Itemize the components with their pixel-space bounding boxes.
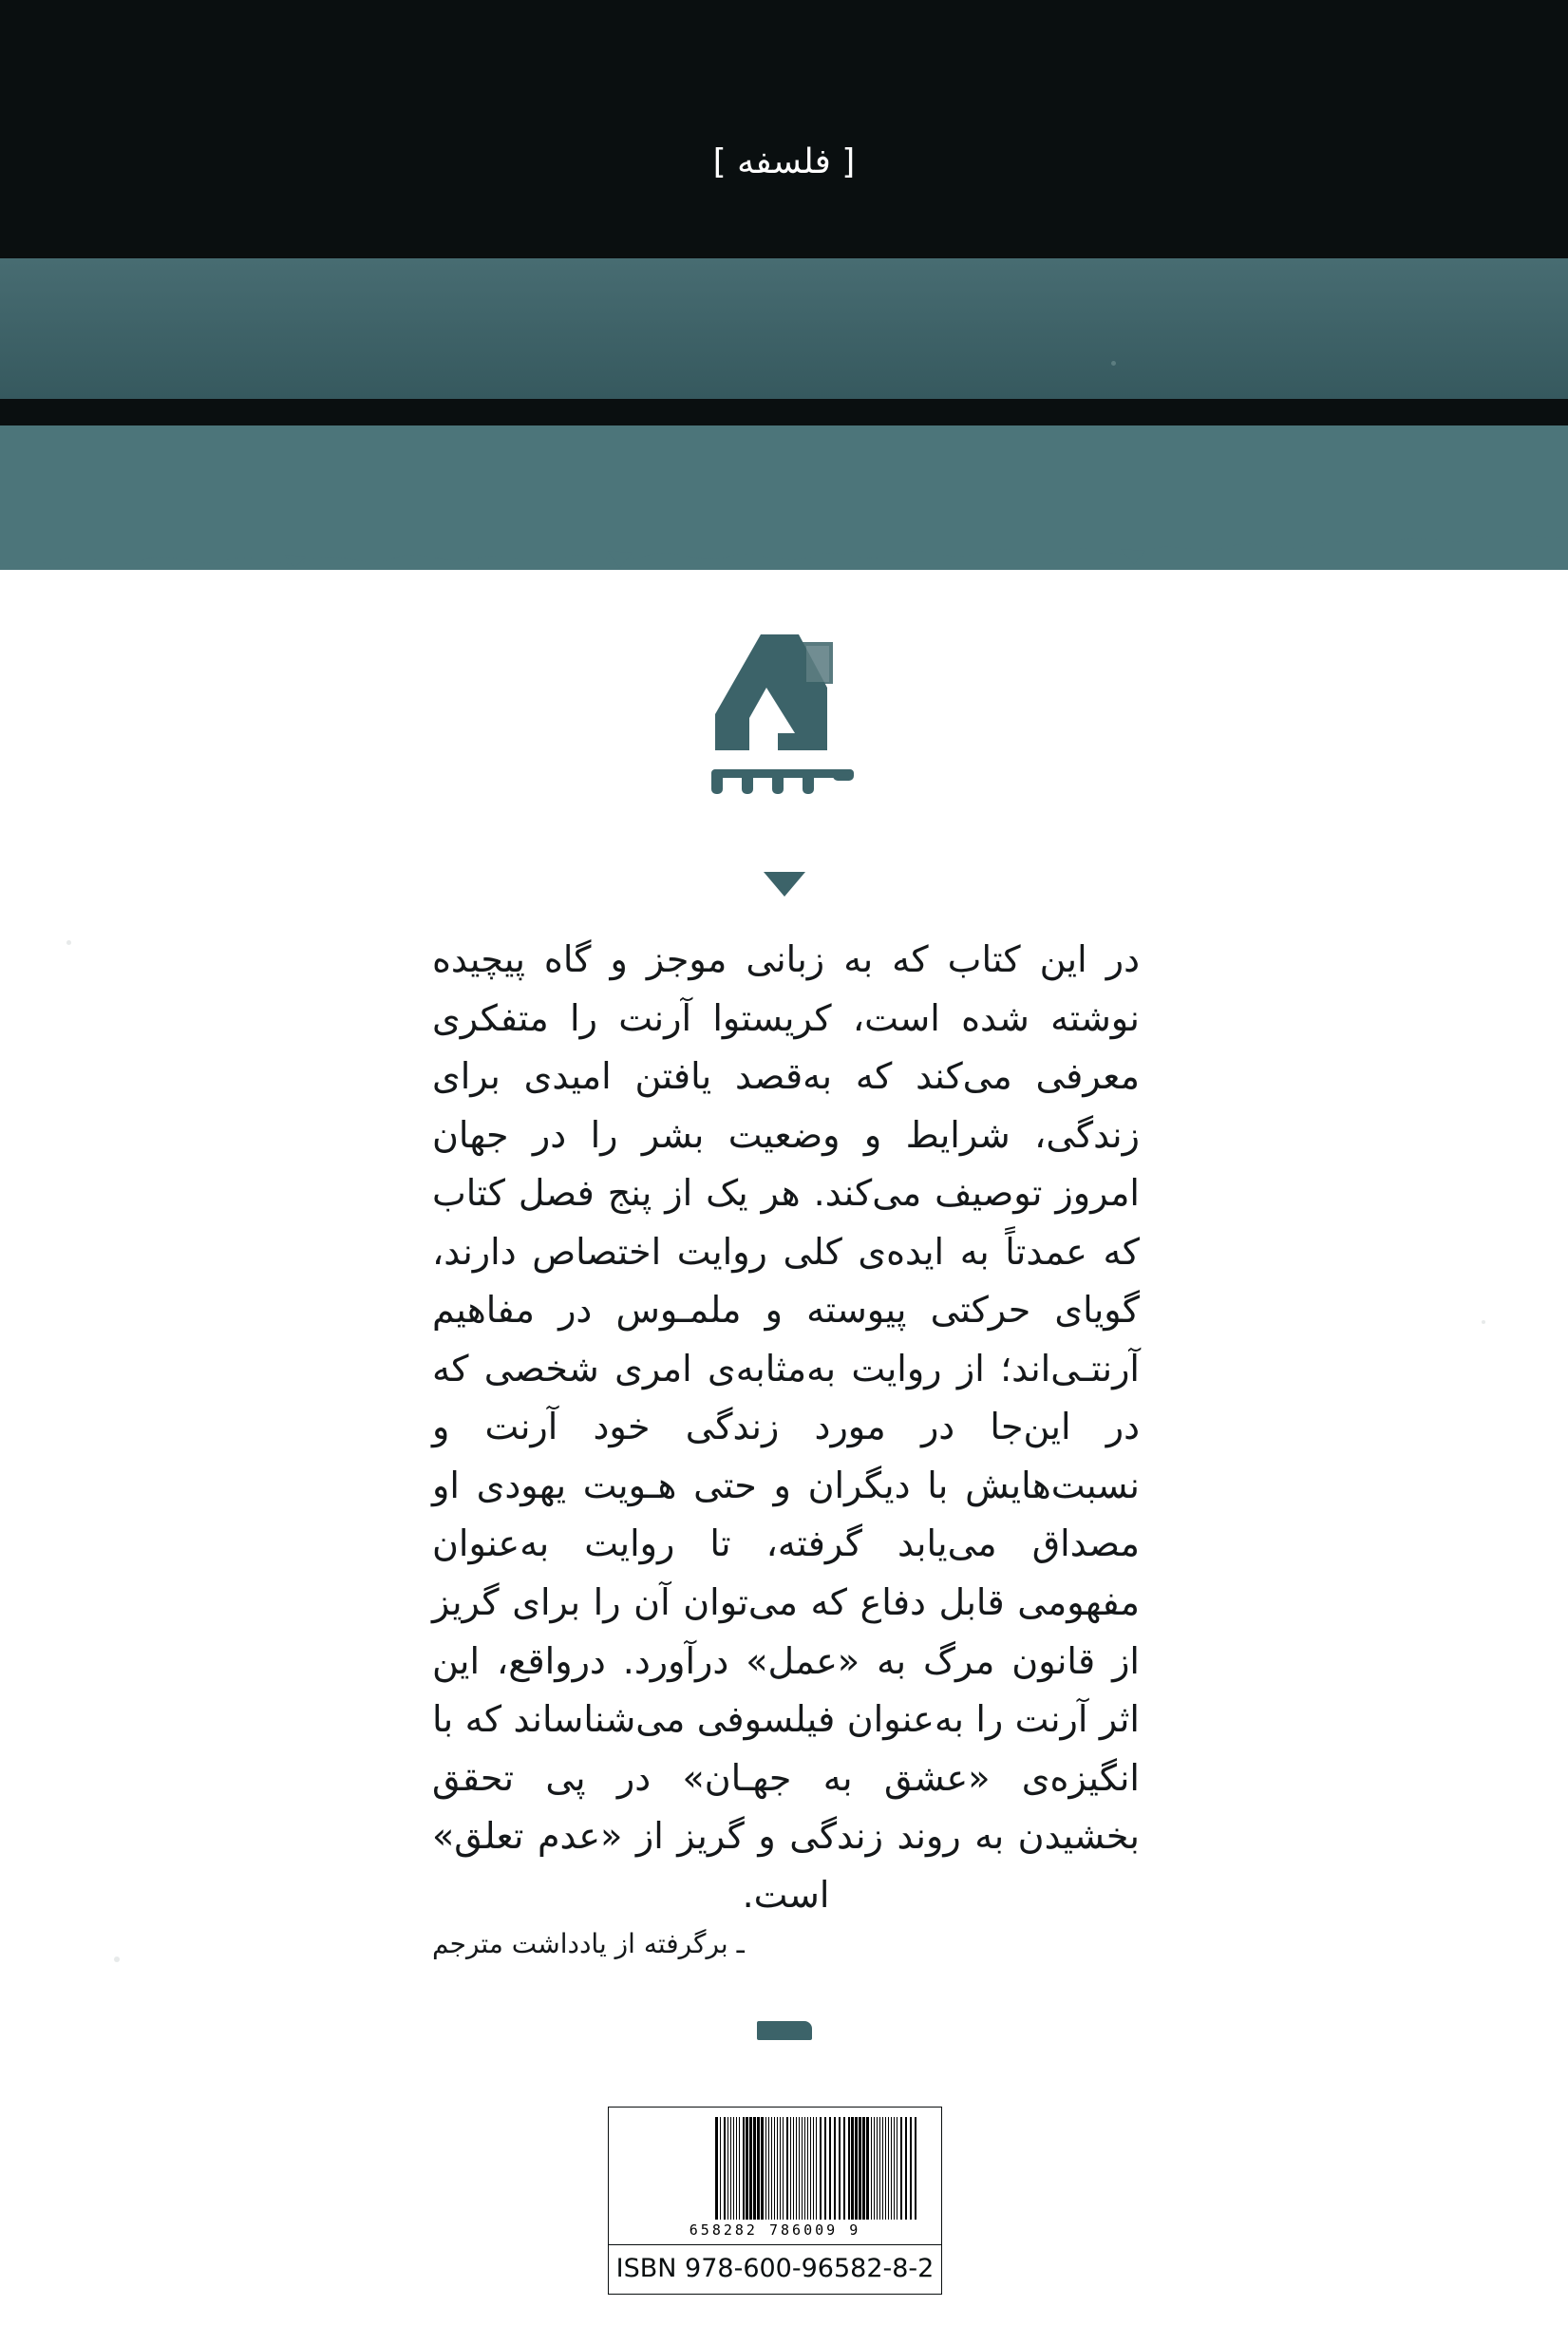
publisher-logo-icon bbox=[704, 627, 865, 803]
paper-speckle bbox=[66, 940, 71, 945]
black-stripe bbox=[0, 399, 1568, 425]
barcode-block bbox=[608, 2107, 942, 2295]
barcode-digits: 9 786009 658282 bbox=[689, 2221, 861, 2239]
paper-speckle bbox=[1482, 1320, 1485, 1324]
back-cover-blurb bbox=[432, 931, 1140, 1924]
triangle-divider bbox=[0, 872, 1568, 900]
torn-edge-graphic bbox=[0, 513, 1568, 579]
bottom-teal-mark bbox=[0, 2021, 1568, 2044]
teal-stripe-upper bbox=[0, 258, 1568, 399]
paper-speckle bbox=[1111, 361, 1116, 366]
paper-speckle bbox=[114, 1956, 120, 1962]
category-label: [ فلسفه ] bbox=[712, 142, 856, 181]
blurb-paragraph: در این کتاب که به زبانی موجز و گاه پیچیده نوشته شده است، کریستوا آرنت را متفکری معرفی می‌کند که به‌قصد یافتن امیدی برای زندگی، شرایط و وضعیت بشر را در جهان امروز توصیف می‌کند. هر یک از پنج فصل کتاب که عمدتاً به ایده‌ی کلی روایت اختصاص دارند، گویای حرکتی پیوسته و ملمـوس در مفاهیم آرنتـی‌اند؛ از روایت به‌مثابه‌ی امری شخصی که در این‌جا در مورد زندگی خود آرنت و نسبت‌هایش با دیگران و حتی هـویت یهودی او مصداق می‌یابد گرفته، تا روایت به‌عنوان مفهومی قابل دفاع که می‌توان آن را برای گریز از قانون مرگ به «عمل» درآورد. درواقع، این اثر آرنت را به‌عنوان فیلسوفی می‌شناساند که با انگیزه‌ی «عشق به جهـان» در پی تحقق بخشیدن به روند زندگی و گریز از «عدم تعلق» است. bbox=[432, 938, 1140, 1916]
blurb-attribution: ـ برگرفته از یادداشت مترجم bbox=[432, 1928, 745, 1959]
triangle-down-icon bbox=[764, 872, 805, 897]
publisher-logo bbox=[0, 627, 1568, 806]
isbn-text: ISBN 978-600-96582-8-2 bbox=[609, 2244, 941, 2294]
barcode-bars bbox=[633, 2117, 916, 2220]
teal-block-icon bbox=[757, 2021, 812, 2040]
